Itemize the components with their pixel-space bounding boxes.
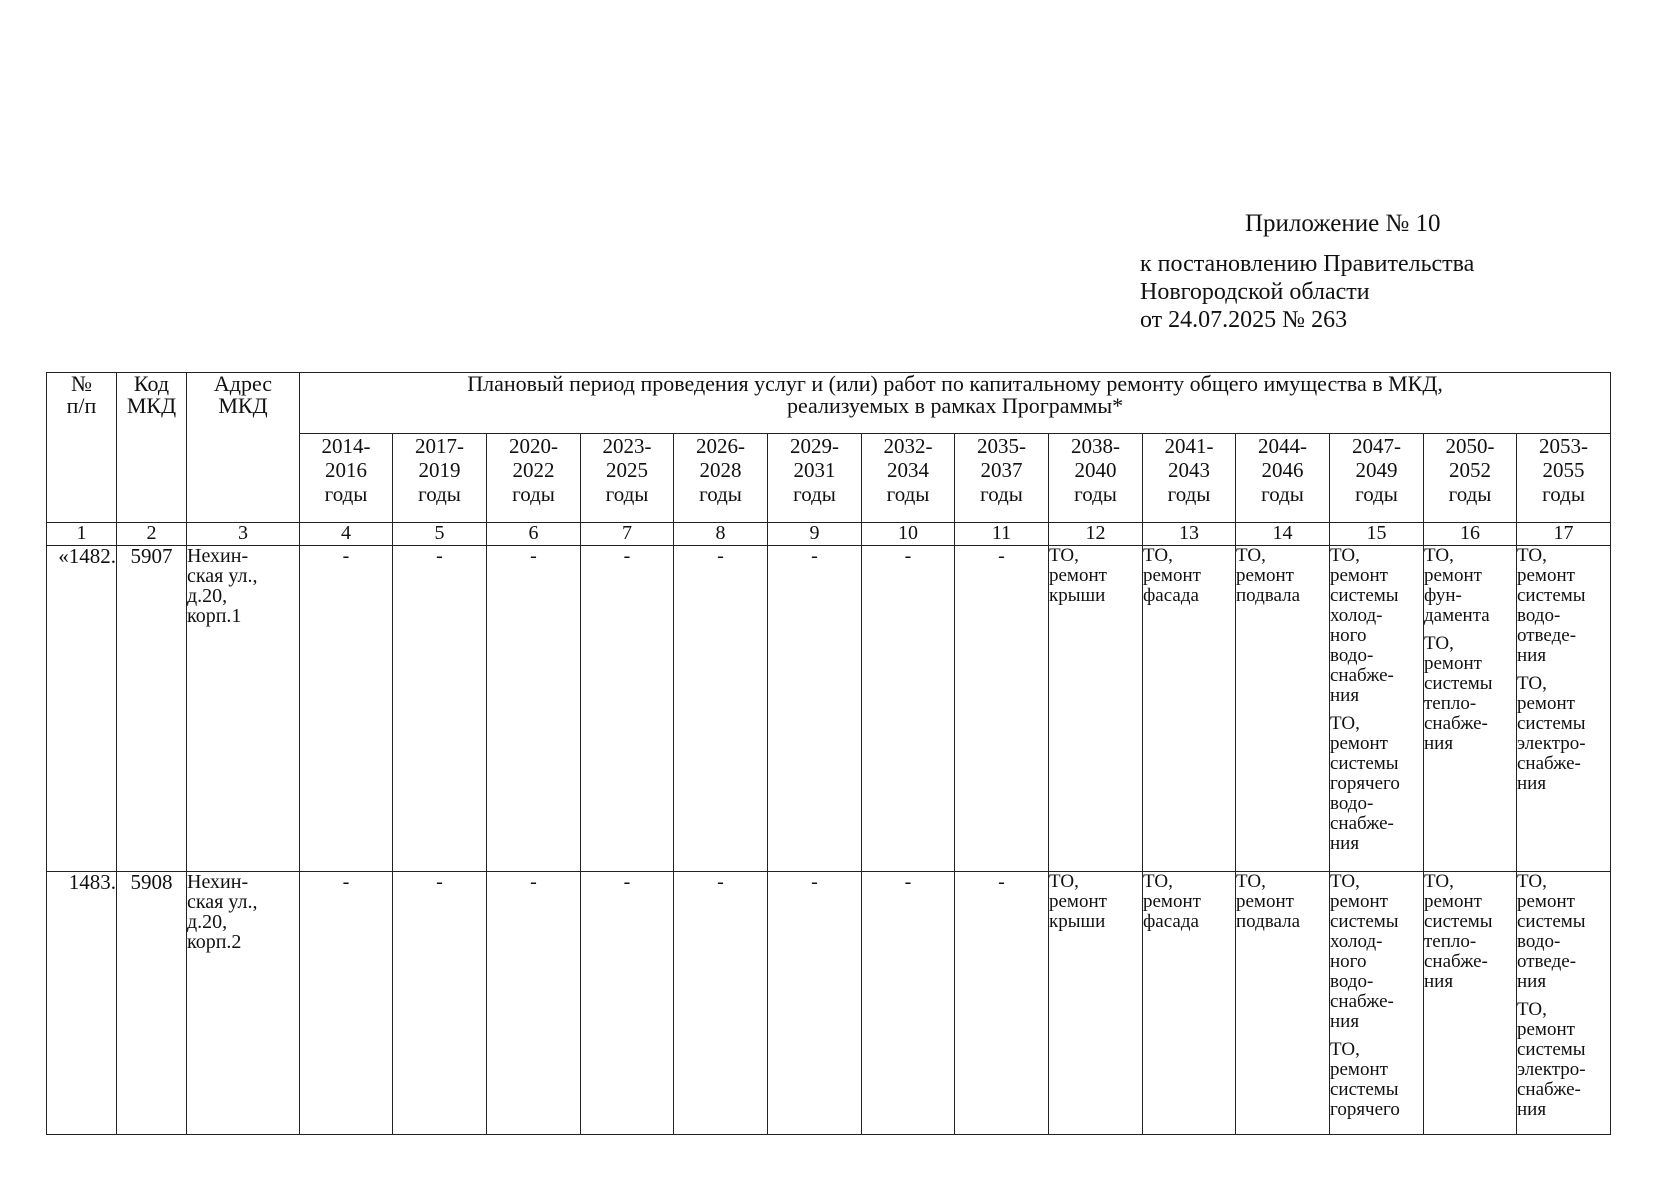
column-number: 5 [393,523,487,546]
decree-reference [1140,250,1474,334]
work-item-line: ния [1330,833,1360,854]
work-item [1143,872,1235,932]
decree-line: от 24.07.2025 № 263 [1140,307,1348,333]
year-header: 2026- 2028 годы [674,434,768,523]
work-item-line: ТО, [1330,545,1360,566]
capital-repair-table [46,372,1611,1135]
year-header: 2038- 2040 годы [1049,434,1143,523]
period-cell-works [1143,546,1236,872]
column-number: 10 [862,523,955,546]
work-item-line: системы [1517,713,1586,734]
work-item-line: тепло- [1424,693,1477,714]
work-item [1330,1040,1423,1120]
work-item [1517,872,1610,992]
table-body [47,546,1611,1135]
work-item-line: ния [1330,1011,1360,1032]
column-number: 15 [1330,523,1424,546]
work-item-line: снабже- [1330,665,1394,686]
work-item-line: ремонт [1143,565,1201,586]
column-number: 1 [47,523,117,546]
work-item-line: ремонт [1330,733,1388,754]
work-item [1143,546,1235,606]
work-item-line: ТО, [1517,999,1547,1020]
work-item-line: водо- [1330,971,1374,992]
work-item-line: системы [1330,585,1399,606]
work-item [1517,546,1610,666]
column-number: 12 [1049,523,1143,546]
col-header-number: № п/п [47,373,117,523]
year-header: 2020- 2022 годы [487,434,581,523]
period-cell-empty: - [768,872,862,1135]
year-header: 2035- 2037 годы [955,434,1049,523]
period-cell-works [1143,872,1236,1135]
period-cell-works [1049,872,1143,1135]
period-cell-works [1049,546,1143,872]
column-number: 6 [487,523,581,546]
work-item [1330,872,1423,1032]
work-item-line: ния [1424,971,1454,992]
work-item [1049,872,1142,932]
work-item-line: водо- [1517,931,1561,952]
work-item-line: ного [1330,625,1367,646]
work-item-line: ремонт [1517,1019,1575,1040]
column-number: 13 [1143,523,1236,546]
address-line: д.20, [187,585,228,607]
work-item-line: холод- [1330,931,1383,952]
work-item-line: ния [1517,1099,1547,1120]
table-row [47,546,1611,872]
period-cell-works [1330,872,1424,1135]
year-header: 2044- 2046 годы [1236,434,1330,523]
work-item-line: водо- [1330,645,1374,666]
column-number: 3 [187,523,300,546]
work-item [1424,546,1516,626]
work-item-line: ремонт [1049,565,1107,586]
work-item-line: ремонт [1424,891,1482,912]
period-header: Плановый период проведения услуг и (или) работ по капитальному ремонту общего имущества в МКД, реализуемых в рамках Программы* [300,373,1611,434]
work-item-line: фасада [1143,911,1199,932]
address-line: д.20, [187,911,228,933]
period-cell-empty: - [487,872,581,1135]
work-item-line: фасада [1143,585,1199,606]
address-line: корп.1 [187,605,242,627]
period-cell-empty: - [393,872,487,1135]
work-item-line: электро- [1517,1059,1586,1080]
col-header-address: Адрес МКД [187,373,300,523]
column-number: 7 [581,523,674,546]
work-item-line: снабже- [1330,991,1394,1012]
period-cell-works [1424,872,1517,1135]
work-item-line: ТО, [1236,545,1266,566]
work-item-line: системы [1330,753,1399,774]
work-item-line: ния [1330,685,1360,706]
work-item-line: ремонт [1330,565,1388,586]
work-item [1049,546,1142,606]
work-item [1517,674,1610,794]
year-header: 2014- 2016 годы [300,434,393,523]
work-item-line: ТО, [1236,871,1266,892]
work-item-line: ремонт [1330,891,1388,912]
year-header: 2053- 2055 годы [1517,434,1611,523]
year-header: 2023- 2025 годы [581,434,674,523]
work-item-line: системы [1330,911,1399,932]
period-cell-empty: - [393,546,487,872]
work-item [1424,872,1516,992]
work-item-line: ного [1330,951,1367,972]
work-item-line: ния [1424,733,1454,754]
work-item-line: ремонт [1517,891,1575,912]
work-item [1330,714,1423,854]
column-number: 2 [117,523,187,546]
period-cell-works [1236,546,1330,872]
work-item-line: водо- [1517,605,1561,626]
work-item-line: ТО, [1330,713,1360,734]
decree-line: Новгородской области [1140,279,1370,305]
work-item-line: ТО, [1517,545,1547,566]
work-item-line: снабже- [1330,813,1394,834]
work-item-line: дамента [1424,605,1490,626]
period-cell-works [1424,546,1517,872]
period-cell-empty: - [768,546,862,872]
mkd-address [187,872,300,1135]
work-item-line: ТО, [1517,673,1547,694]
decree-line: к постановлению Правительства [1140,251,1475,277]
column-number: 9 [768,523,862,546]
row-number: 1483. [47,872,117,1135]
period-cell-empty: - [300,872,393,1135]
work-item-line: системы [1517,1039,1586,1060]
period-cell-empty: - [300,546,393,872]
mkd-code: 5908 [117,872,187,1135]
work-item-line: ремонт [1236,891,1294,912]
work-item-line: системы [1330,1079,1399,1100]
work-item-line: снабже- [1424,713,1488,734]
year-header: 2050- 2052 годы [1424,434,1517,523]
period-cell-empty: - [487,546,581,872]
year-header: 2032- 2034 годы [862,434,955,523]
work-item-line: ремонт [1330,1059,1388,1080]
work-item-line: ния [1517,645,1547,666]
work-item-line: электро- [1517,733,1586,754]
work-item-line: ТО, [1143,545,1173,566]
row-number: «1482. [47,546,117,872]
column-number: 11 [955,523,1049,546]
column-number: 14 [1236,523,1330,546]
address-line: корп.2 [187,931,242,953]
work-item-line: ремонт [1424,653,1482,674]
work-item-line: ТО, [1424,545,1454,566]
period-cell-empty: - [674,872,768,1135]
work-item-line: ния [1517,971,1547,992]
work-item-line: крыши [1049,911,1106,932]
work-item-line: подвала [1236,585,1301,606]
period-cell-works [1517,546,1611,872]
mkd-code: 5907 [117,546,187,872]
period-cell-works [1330,546,1424,872]
period-cell-empty: - [955,546,1049,872]
year-header: 2047- 2049 годы [1330,434,1424,523]
work-item-line: горячего [1330,1099,1400,1120]
work-item [1424,634,1516,754]
period-cell-empty: - [581,872,674,1135]
work-item [1236,872,1329,932]
year-header: 2029- 2031 годы [768,434,862,523]
work-item-line: системы [1424,673,1493,694]
period-cell-empty: - [862,546,955,872]
period-cell-empty: - [581,546,674,872]
work-item-line: системы [1424,911,1493,932]
work-item-line: ТО, [1143,871,1173,892]
col-header-code: Код МКД [117,373,187,523]
address-line: ская ул., [187,565,258,587]
work-item-line: отведе- [1517,951,1577,972]
appendix-title: Приложение № 10 [1245,210,1441,237]
header-row [47,373,1611,434]
period-cell-works [1517,872,1611,1135]
address-line: ская ул., [187,891,258,913]
work-item-line: водо- [1330,793,1374,814]
work-item [1236,546,1329,606]
period-cell-empty: - [955,872,1049,1135]
work-item-line: ТО, [1330,1039,1360,1060]
work-item-line: ремонт [1517,565,1575,586]
work-item [1517,1000,1610,1120]
work-item-line: ТО, [1049,545,1079,566]
work-item-line: ремонт [1236,565,1294,586]
address-line: Нехин- [187,545,249,567]
work-item-line: ремонт [1517,693,1575,714]
work-item-line: системы [1517,585,1586,606]
period-cell-works [1236,872,1330,1135]
period-cell-empty: - [862,872,955,1135]
work-item-line: ремонт [1049,891,1107,912]
work-item-line: ремонт [1143,891,1201,912]
column-number-row [47,523,1611,546]
year-header: 2041- 2043 годы [1143,434,1236,523]
work-item-line: крыши [1049,585,1106,606]
work-item-line: ТО, [1517,871,1547,892]
work-item-line: ТО, [1330,871,1360,892]
mkd-address [187,546,300,872]
work-item-line: ния [1517,773,1547,794]
column-number: 8 [674,523,768,546]
work-item-line: тепло- [1424,931,1477,952]
table-row [47,872,1611,1135]
address-line: Нехин- [187,871,249,893]
work-item-line: ремонт [1424,565,1482,586]
column-number: 4 [300,523,393,546]
work-item-line: снабже- [1517,753,1581,774]
period-cell-empty: - [674,546,768,872]
work-item-line: холод- [1330,605,1383,626]
work-item-line: системы [1517,911,1586,932]
work-item-line: отведе- [1517,625,1577,646]
work-item-line: ТО, [1424,871,1454,892]
work-item [1330,546,1423,706]
work-item-line: снабже- [1424,951,1488,972]
work-item-line: горячего [1330,773,1400,794]
column-number: 16 [1424,523,1517,546]
work-item-line: фун- [1424,585,1462,606]
work-item-line: снабже- [1517,1079,1581,1100]
work-item-line: ТО, [1424,633,1454,654]
work-item-line: ТО, [1049,871,1079,892]
year-header: 2017- 2019 годы [393,434,487,523]
column-number: 17 [1517,523,1611,546]
work-item-line: подвала [1236,911,1301,932]
